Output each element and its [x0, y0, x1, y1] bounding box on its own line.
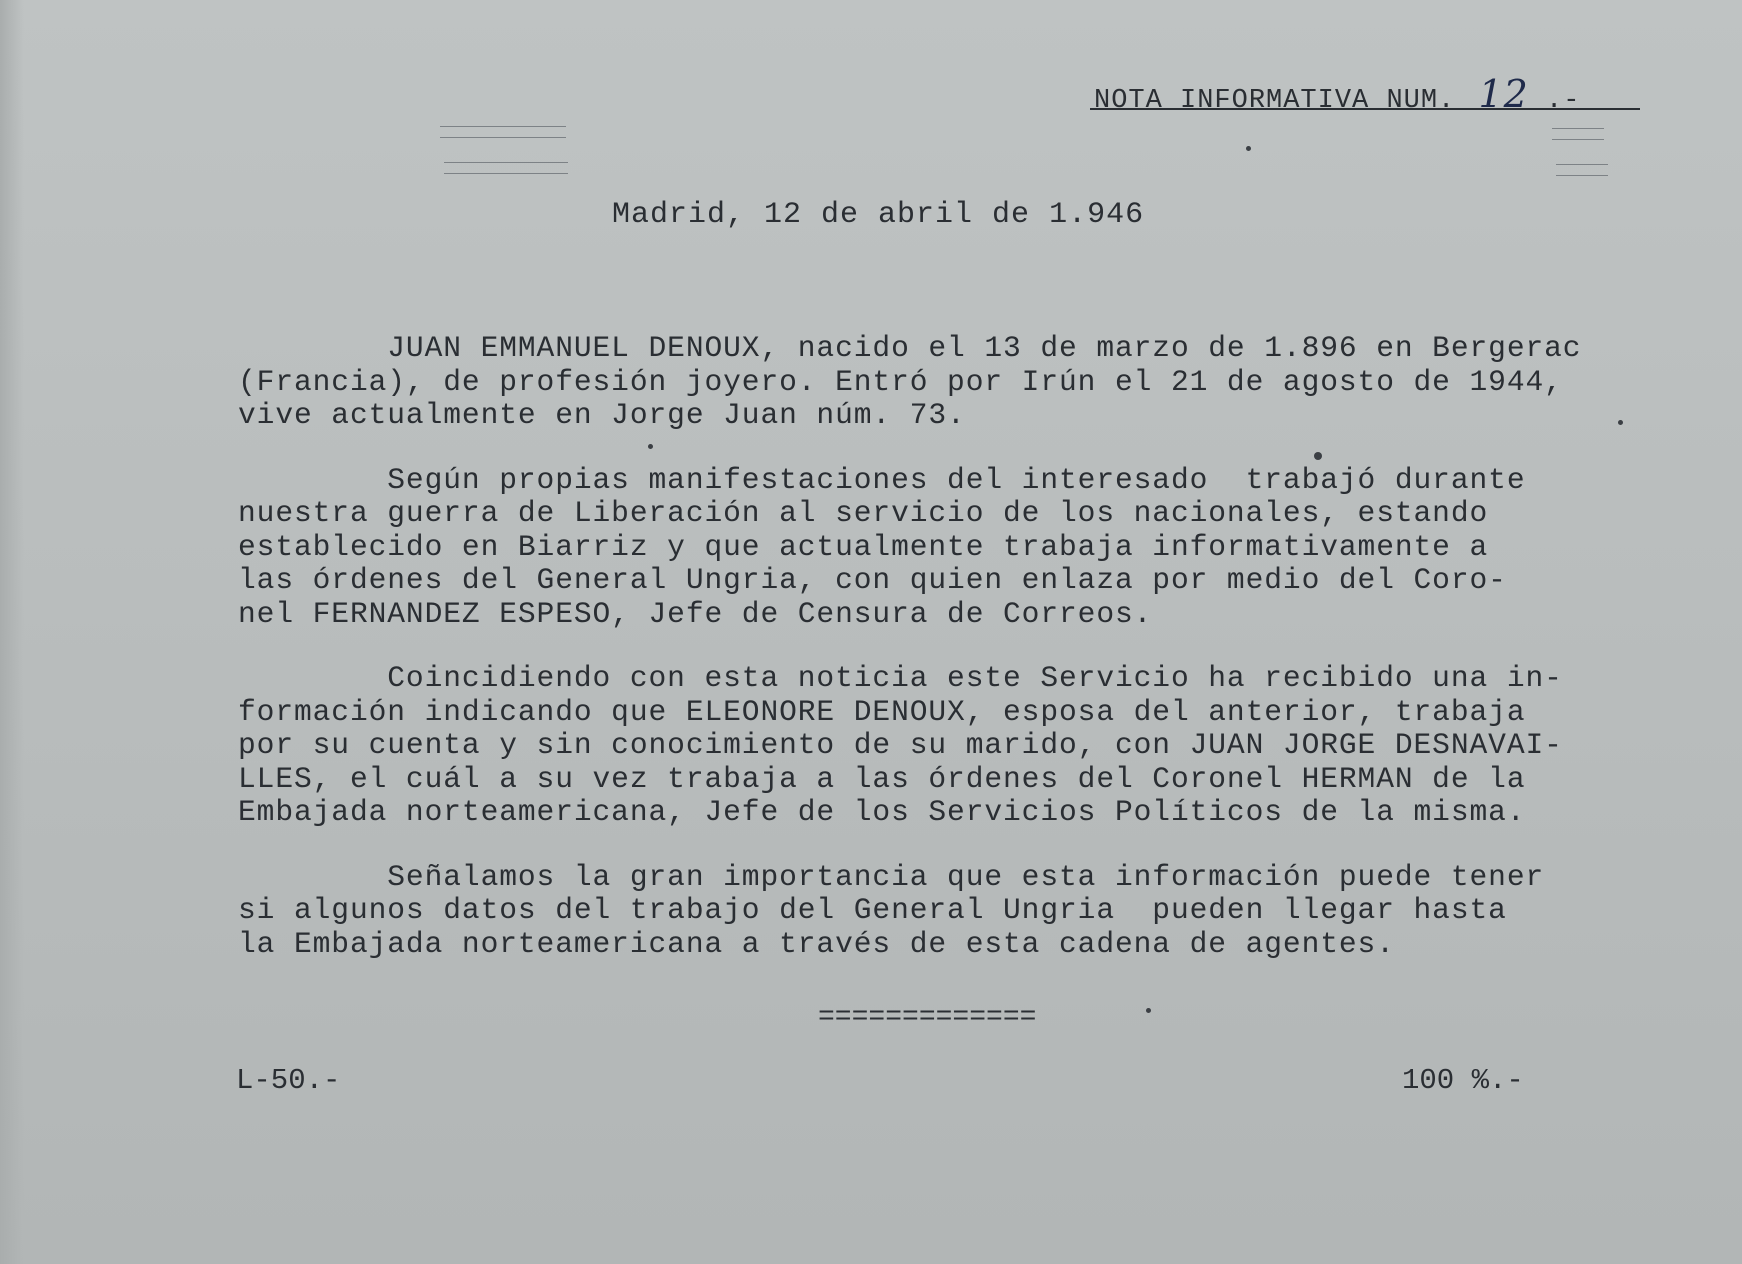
footer-reference: L-50.-: [236, 1064, 341, 1097]
footer-percentage: 100 %.-: [1402, 1064, 1524, 1097]
header-underline: [1090, 108, 1640, 110]
typed-mark: [1552, 128, 1604, 140]
ink-speck: [1314, 452, 1322, 460]
ink-speck: [648, 444, 653, 449]
ink-speck: [1146, 1008, 1151, 1013]
ink-speck: [1246, 146, 1251, 151]
document-date: Madrid, 12 de abril de 1.946: [612, 198, 1145, 232]
header-number: 12: [1478, 72, 1529, 116]
ink-speck: [1618, 420, 1623, 425]
section-divider: =============: [818, 1002, 1037, 1033]
paragraph: Según propias manifestaciones del interesado trabajó durante nuestra guerra de Liberación al servicio de los nacionales, estando establecido en Biarriz y que actualmente trabaja informativamente a las órdenes del General Ungria, con quien enlaza por medio del Coro- nel FERNANDEZ ESPESO, Jefe de Censura de Correos.: [238, 462, 1526, 631]
header-suffix: .-: [1546, 86, 1581, 116]
typed-mark: [444, 162, 568, 174]
document-body: [238, 332, 1708, 992]
typed-mark: [440, 126, 566, 138]
typed-mark: [1556, 164, 1608, 176]
paragraph: Coincidiendo con esta noticia este Servicio ha recibido una in- formación indicando que ELEONORE DENOUX, esposa del anterior, trabaja por su cuenta y sin conocimiento de su marido, con JUAN JORGE DESNAVAI- LLES, el cuál a su vez trabaja a las órdenes del Coronel HERMAN de la Embajada norteamericana, Jefe de los Servicios Políticos de la misma.: [238, 661, 1563, 829]
paragraph: JUAN EMMANUEL DENOUX, nacido el 13 de marzo de 1.896 en Bergerac (Francia), de profesión joyero. Entró por Irún el 21 de agosto de 1944, vive actualmente en Jorge Juan núm. 73.: [238, 331, 1582, 432]
paragraph: Señalamos la gran importancia que esta información puede tener si algunos datos del trabajo del General Ungria pueden llegar hasta la Embajada norteamericana a través de esta cadena de agentes.: [238, 859, 1545, 961]
header-title: NOTA INFORMATIVA NUM.: [1094, 86, 1456, 116]
